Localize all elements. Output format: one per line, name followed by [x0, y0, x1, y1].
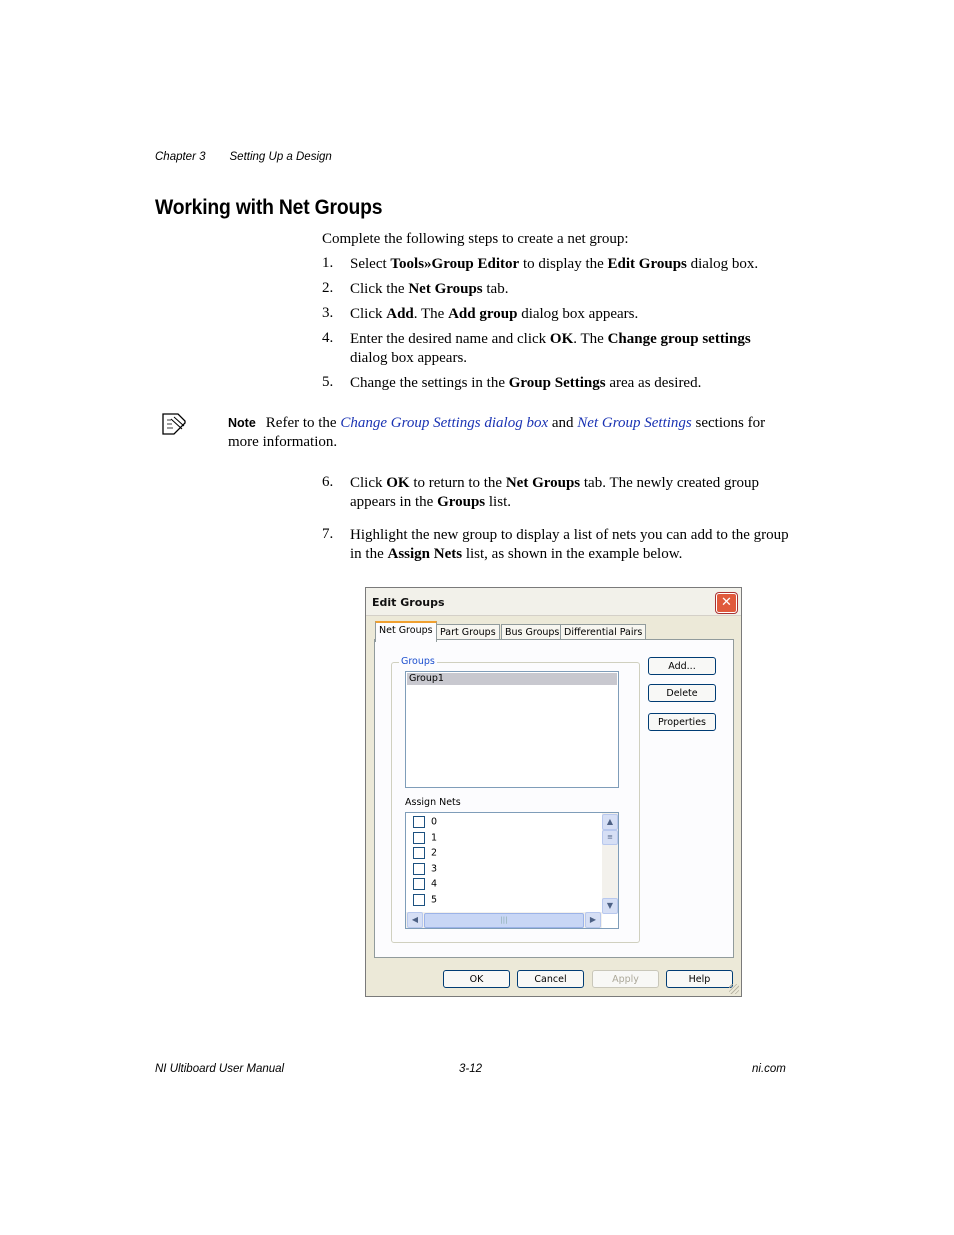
- scroll-up-icon[interactable]: ▲: [602, 814, 618, 830]
- close-icon[interactable]: ✕: [716, 593, 737, 613]
- tab-net-groups[interactable]: Net Groups: [375, 621, 437, 642]
- apply-button[interactable]: Apply: [592, 970, 659, 988]
- step-number: 2.: [322, 280, 334, 296]
- net-label: 5: [431, 894, 438, 906]
- net-row[interactable]: [413, 832, 437, 844]
- link-net-group-settings[interactable]: Net Group Settings: [577, 415, 692, 431]
- add-button[interactable]: Add...: [648, 657, 716, 675]
- note-label: Note: [228, 416, 256, 430]
- tab-bus-groups[interactable]: Bus Groups: [501, 624, 563, 640]
- note-block: [228, 414, 788, 452]
- net-label: 2: [431, 847, 438, 859]
- step-text: Click the Net Groups tab.: [350, 281, 509, 297]
- net-checkbox[interactable]: [413, 894, 425, 906]
- step-text: Highlight the new group to display a list of nets you can add to the group in the Assign Nets list, as shown in the example below.: [350, 527, 789, 562]
- list-item[interactable]: Group1: [407, 673, 617, 685]
- net-checkbox[interactable]: [413, 847, 425, 859]
- net-checkbox[interactable]: [413, 878, 425, 890]
- tab-differential-pairs[interactable]: Differential Pairs: [560, 624, 646, 640]
- step-number: 1.: [322, 255, 334, 271]
- step-number: 4.: [322, 330, 334, 346]
- step-text: Click OK to return to the Net Groups tab. The newly created group appears in the Groups list.: [350, 475, 759, 510]
- assign-nets-label: Assign Nets: [405, 797, 461, 808]
- resize-grip-icon[interactable]: [729, 984, 739, 994]
- net-row[interactable]: [413, 847, 437, 859]
- footer-manual-title: NI Ultiboard User Manual: [155, 1063, 285, 1075]
- vertical-scrollbar[interactable]: [602, 813, 618, 913]
- net-checkbox[interactable]: [413, 863, 425, 875]
- scroll-thumb[interactable]: ≡: [602, 830, 618, 845]
- net-label: 4: [431, 878, 438, 890]
- note-text: Refer to the: [265, 415, 341, 431]
- note-text-mid: and: [548, 415, 578, 431]
- link-change-group-settings[interactable]: Change Group Settings dialog box: [340, 415, 549, 431]
- net-checkbox[interactable]: [413, 816, 425, 828]
- step-number: 7.: [322, 526, 334, 542]
- step-text: Click Add. The Add group dialog box appears.: [350, 306, 639, 322]
- scroll-left-icon[interactable]: ◀: [407, 912, 423, 928]
- delete-button[interactable]: Delete: [648, 684, 716, 702]
- ok-button[interactable]: OK: [443, 970, 510, 988]
- intro-text: Complete the following steps to create a net group:: [322, 231, 629, 247]
- net-checkbox[interactable]: [413, 832, 425, 844]
- footer-page-number: 3-12: [459, 1063, 483, 1075]
- net-label: 1: [431, 832, 438, 844]
- step-number: 5.: [322, 374, 334, 390]
- note-icon: [160, 409, 188, 437]
- running-header: [155, 151, 332, 163]
- net-row[interactable]: [413, 894, 437, 906]
- footer-site: ni.com: [752, 1063, 786, 1075]
- assign-nets-list[interactable]: [405, 812, 619, 929]
- horizontal-scrollbar[interactable]: [406, 912, 602, 928]
- properties-button[interactable]: Properties: [648, 713, 716, 731]
- step-text: Select Tools»Group Editor to display the Edit Groups dialog box.: [350, 256, 759, 272]
- header-title: Setting Up a Design: [229, 151, 332, 163]
- help-button[interactable]: Help: [666, 970, 733, 988]
- step-number: 3.: [322, 305, 334, 321]
- step-text: Enter the desired name and click OK. The Change group settings dialog box appears.: [350, 331, 751, 366]
- tab-panel: [374, 639, 734, 958]
- section-title: Working with Net Groups: [155, 196, 383, 219]
- step-text: Change the settings in the Group Settings area as desired.: [350, 375, 702, 391]
- note-text-end: sections for more information.: [228, 415, 766, 450]
- net-row[interactable]: [413, 816, 437, 828]
- step-number: 6.: [322, 474, 334, 490]
- groups-list[interactable]: [405, 671, 619, 788]
- tab-part-groups[interactable]: Part Groups: [436, 624, 500, 640]
- scroll-down-icon[interactable]: ▼: [602, 898, 618, 914]
- net-label: 3: [431, 863, 438, 875]
- dialog-title: Edit Groups: [372, 596, 445, 609]
- net-row[interactable]: [413, 863, 437, 875]
- edit-groups-dialog: [365, 587, 742, 997]
- scroll-right-icon[interactable]: ▶: [585, 912, 601, 928]
- cancel-button[interactable]: Cancel: [517, 970, 584, 988]
- groups-label: Groups: [401, 656, 435, 667]
- header-chapter: Chapter 3: [155, 151, 206, 163]
- net-row[interactable]: [413, 878, 437, 890]
- scroll-thumb-horizontal[interactable]: |||: [424, 913, 584, 928]
- dialog-titlebar: [366, 588, 741, 616]
- net-label: 0: [431, 816, 438, 828]
